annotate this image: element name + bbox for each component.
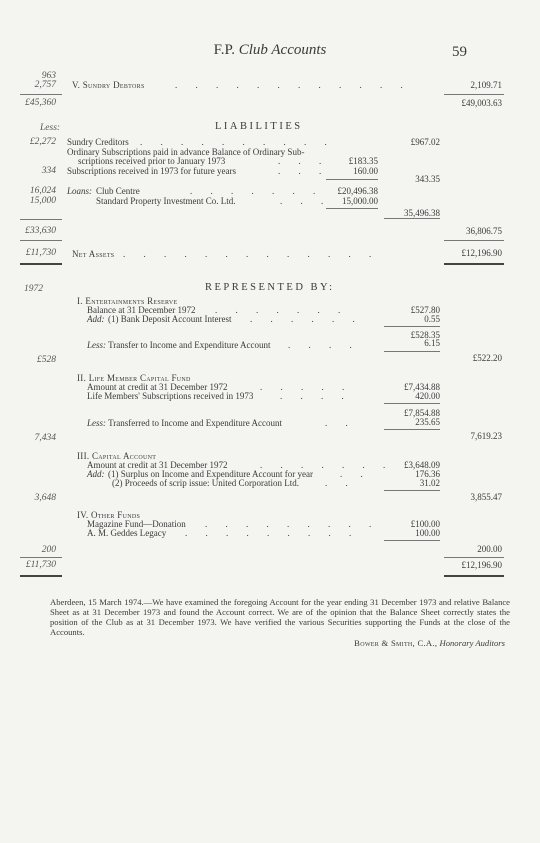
dot-leader: . . . . . . . . . .	[140, 137, 335, 147]
dot-leader: . .	[340, 469, 371, 479]
less-label: Less:	[87, 418, 107, 428]
life-subtotal: £7,854.88	[404, 408, 440, 418]
page-title: F.P. Club Accounts	[213, 42, 327, 58]
prior-year-value: £2,272	[29, 137, 56, 147]
standard-property-label: Standard Property Investment Co. Ltd.	[96, 196, 236, 206]
loans-total: 35,496.38	[404, 208, 440, 218]
page-number: 59	[452, 44, 467, 60]
double-rule	[444, 575, 504, 577]
standard-property-amount: 15,000.00	[342, 196, 378, 206]
prior-year-value: 200	[41, 545, 56, 555]
life-subs-amount: 420.00	[415, 391, 440, 401]
dot-leader: . . . . . . .	[260, 460, 394, 470]
ent-interest-amount: 0.55	[424, 314, 440, 324]
capital-balance-amount: £3,648.09	[404, 460, 440, 470]
add-label: Add:	[87, 314, 105, 324]
net-assets-amount: £12,196.90	[461, 248, 502, 258]
ent-balance-amount: £527.80	[410, 305, 440, 315]
future-subs-label: Subscriptions received in 1973 for future years	[67, 166, 236, 176]
double-rule	[444, 263, 504, 265]
prior-year-heading: 1972	[24, 284, 43, 294]
prior-year-total: £33,630	[25, 226, 56, 236]
dot-leader: . . . . . .	[250, 314, 363, 324]
geddes-legacy-label: A. M. Geddes Legacy	[87, 528, 167, 538]
add-label: Add:	[87, 469, 105, 479]
sundry-creditors-amount: £967.02	[410, 137, 440, 147]
auditors-signature	[50, 638, 505, 648]
grand-total: £12,196.90	[461, 560, 502, 570]
capital-surplus-label: (1) Surplus on Income and Expenditure Account for year	[108, 469, 313, 479]
magazine-fund-amount: £100.00	[410, 519, 440, 529]
section-title: I. Entertainments Reserve	[77, 296, 178, 306]
dot-leader: . . .	[278, 156, 330, 166]
geddes-legacy-amount: 100.00	[415, 528, 440, 538]
dot-leader: . .	[325, 418, 356, 428]
rule	[326, 179, 378, 180]
prior-year-value: 963	[41, 71, 56, 81]
rule	[20, 240, 62, 241]
net-assets-label: Net Assets	[72, 249, 115, 259]
rule	[384, 429, 440, 430]
rule	[384, 326, 440, 327]
other-funds-total: 200.00	[477, 544, 502, 554]
less-label: Less:	[87, 340, 107, 350]
prior-year-value: 7,434	[34, 433, 56, 443]
capital-scrip-label: (2) Proceeds of scrip issue: United Corporation Ltd.	[112, 478, 299, 488]
rule	[384, 540, 440, 541]
ent-subtotal: £528.35	[410, 330, 440, 340]
section-title: III. Capital Account	[77, 451, 157, 461]
rule	[444, 94, 504, 95]
rule	[384, 403, 440, 404]
capital-surplus-amount: 176.36	[415, 469, 440, 479]
double-rule	[20, 575, 62, 577]
section-title: II. Life Member Capital Fund	[77, 373, 191, 383]
prior-year-net: £11,730	[25, 248, 56, 258]
club-centre-label: Club Centre	[96, 186, 140, 196]
dot-leader: . . . . .	[260, 382, 353, 392]
liabilities-total: 36,806.75	[466, 226, 502, 236]
represented-by-heading: REPRESENTED BY:	[205, 282, 335, 293]
ent-interest-label: (1) Bank Deposit Account Interest	[108, 314, 232, 324]
dot-leader: . . . . . . . . . . . . .	[123, 249, 380, 259]
sundry-debtors-label: V. Sundry Debtors	[72, 80, 145, 90]
prior-year-total: £45,360	[25, 98, 56, 108]
magazine-fund-label: Magazine Fund—Donation	[87, 519, 186, 529]
dot-leader: . .	[325, 478, 356, 488]
future-subs-amount: 160.00	[353, 166, 378, 176]
dot-leader: . . .	[278, 166, 330, 176]
life-balance-label: Amount at credit at 31 December 1972	[87, 382, 228, 392]
section-title: IV. Other Funds	[77, 510, 141, 520]
assets-total: £49,003.63	[461, 98, 502, 108]
subs-total: 343.35	[415, 174, 440, 184]
rule	[326, 208, 378, 209]
sundry-debtors-amount: 2,109.71	[470, 80, 502, 90]
life-transfer-label	[87, 418, 282, 428]
prior-year-value: £528	[37, 355, 56, 365]
rule	[20, 219, 62, 220]
auditors-statement: Aberdeen, 15 March 1974.—We have examined the foregoing Account for the year ending 31 December 1973 and relative Balance Sheet as at 31 December 1973 and found the Account correct. We are of the opinion that the Balance Sheet correctly states the position of the Club as at 31 December 1973. We have verified the various Securities supporting the Funds at the close of the Accounts.	[50, 597, 510, 637]
ordinary-subs-line1: Ordinary Subscriptions paid in advance Balance of Ordinary Sub-	[67, 147, 305, 157]
ent-transfer-text: Transfer to Income and Expenditure Account	[108, 340, 271, 350]
dot-leader: . . . .	[280, 391, 352, 401]
rule	[444, 557, 504, 558]
prior-year-value: 16,024	[29, 186, 56, 196]
prior-year-value: 15,000	[29, 196, 56, 206]
ordinary-subs-amount: £183.35	[348, 156, 378, 166]
life-transfer-text: Transferred to Income and Expenditure Account	[108, 418, 282, 428]
sundry-creditors-label: Sundry Creditors	[67, 137, 129, 147]
club-centre-amount: £20,496.38	[337, 186, 378, 196]
ent-transfer-label	[87, 340, 270, 350]
dot-leader: . . . . . . . . . . . .	[175, 80, 411, 90]
liabilities-heading: LIABILITIES	[215, 121, 303, 132]
prior-year-value: 3,648	[34, 493, 56, 503]
life-total: 7,619.23	[470, 431, 502, 441]
prior-year-value: 334	[41, 166, 56, 176]
rule	[20, 557, 62, 558]
dot-leader: . . . . . . .	[215, 305, 349, 315]
prior-year-grand-total: £11,730	[25, 560, 56, 570]
capital-total: 3,855.47	[470, 492, 502, 502]
capital-scrip-amount: 31.02	[419, 478, 440, 488]
life-balance-amount: £7,434.88	[404, 382, 440, 392]
rule	[384, 218, 440, 219]
life-subs-label: Life Members' Subscriptions received in 1973	[87, 391, 254, 401]
dot-leader: . . . . . . . . .	[185, 528, 360, 538]
rule	[20, 94, 62, 95]
ordinary-subs-line2: scriptions received prior to January 1973	[78, 156, 226, 166]
loans-label: Loans:	[67, 186, 93, 196]
signature-name: Bower & Smith, C.A.,	[354, 638, 438, 648]
capital-balance-label: Amount at credit at 31 December 1972	[87, 460, 228, 470]
ent-balance-label: Balance at 31 December 1972	[87, 305, 196, 315]
prior-year-value: 2,757	[34, 80, 56, 90]
ent-total: £522.20	[472, 353, 502, 363]
rule	[384, 490, 440, 491]
life-transfer-amount: 235.65	[415, 417, 440, 427]
dot-leader: . . .	[280, 196, 332, 206]
signature-role: Honorary Auditors	[439, 638, 505, 648]
double-rule	[20, 263, 62, 265]
dot-leader: . . . . . . .	[190, 186, 324, 196]
less-label: Less:	[40, 123, 61, 133]
rule	[384, 351, 440, 352]
ent-transfer-amount: 6.15	[424, 338, 440, 348]
dot-leader: . . . . . . . . .	[205, 519, 380, 529]
rule	[444, 240, 504, 241]
dot-leader: . . . .	[288, 340, 360, 350]
